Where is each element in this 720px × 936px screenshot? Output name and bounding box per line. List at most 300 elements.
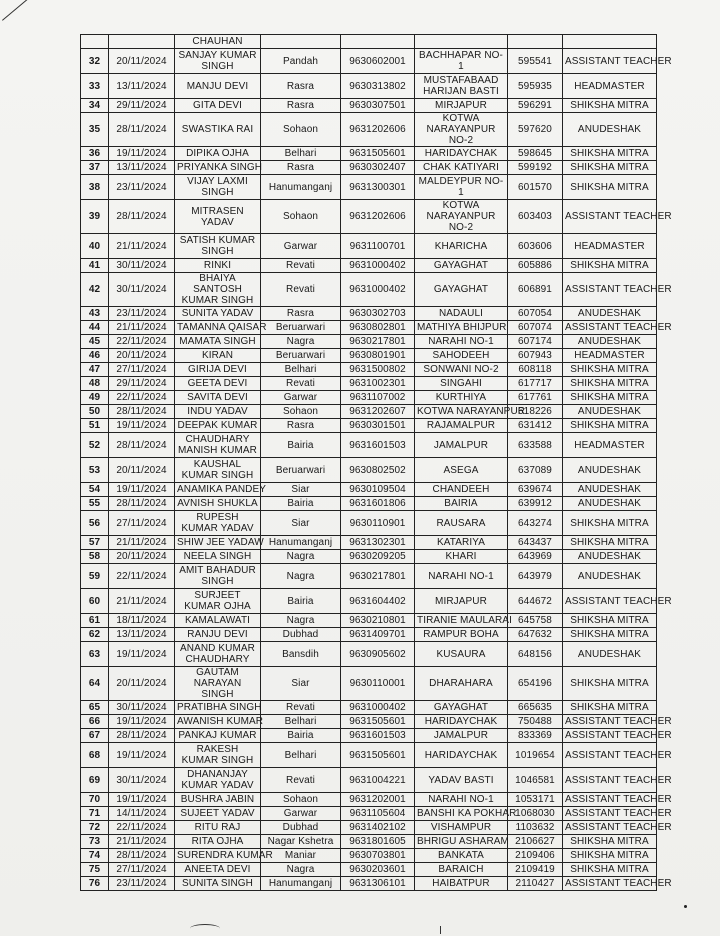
cell-sno: 50	[81, 405, 109, 419]
cell-school: MIRJAPUR	[415, 589, 508, 614]
cell-udise: 9631300301	[341, 175, 415, 200]
cell-sno: 54	[81, 483, 109, 497]
table-row	[81, 564, 657, 589]
cell-id: 631412	[508, 419, 563, 433]
cell-sno: 63	[81, 642, 109, 667]
staff-table-body	[81, 35, 672, 891]
cell-sno: 73	[81, 835, 109, 849]
cell-name: SUNITA YADAV	[175, 307, 261, 321]
cell-block: Rasra	[261, 419, 341, 433]
cell-post: ANUDESHAK	[563, 405, 657, 419]
cell-block: Revati	[261, 273, 341, 307]
cell-school: CHANDEEH	[415, 483, 508, 497]
cell-name: BHAIYA SANTOSH KUMAR SINGH	[175, 273, 261, 307]
cell-name: SAVITA DEVI	[175, 391, 261, 405]
table-row	[81, 642, 657, 667]
cell-post: SHIKSHA MITRA	[563, 863, 657, 877]
cell-post: ASSISTANT TEACHER	[563, 273, 657, 307]
cell-sno: 34	[81, 99, 109, 113]
cell-name: KIRAN	[175, 349, 261, 363]
cell-school: KHARI	[415, 550, 508, 564]
cell-id: 595935	[508, 74, 563, 99]
cell-id: 617761	[508, 391, 563, 405]
cell-name: SUNITA SINGH	[175, 877, 261, 891]
table-row	[81, 768, 657, 793]
cell-post: ASSISTANT TEACHER	[563, 49, 657, 74]
cell-name: SURJEET KUMAR OJHA	[175, 589, 261, 614]
table-row	[81, 35, 657, 49]
cell-block: Rasra	[261, 99, 341, 113]
cell-school: KOTWA NARAYANPUR NO-2	[415, 113, 508, 147]
cell-school: KATARIYA	[415, 536, 508, 550]
cell-post: SHIKSHA MITRA	[563, 147, 657, 161]
cell-school: VISHAMPUR	[415, 821, 508, 835]
cell-date: 19/11/2024	[109, 483, 175, 497]
table-row	[81, 729, 657, 743]
cell-udise: 9631505601	[341, 715, 415, 729]
table-row	[81, 743, 657, 768]
cell-block: Belhari	[261, 715, 341, 729]
cell-school: MATHIYA BHIJPUR	[415, 321, 508, 335]
cell-date: 22/11/2024	[109, 391, 175, 405]
cell-block: Sohaon	[261, 113, 341, 147]
table-row	[81, 877, 657, 891]
cell-sno: 47	[81, 363, 109, 377]
cell-post: SHIKSHA MITRA	[563, 536, 657, 550]
cell-block: Belhari	[261, 363, 341, 377]
cell-school: ASEGA	[415, 458, 508, 483]
cell-sno: 69	[81, 768, 109, 793]
cell-udise: 9630217801	[341, 564, 415, 589]
cell-block: Siar	[261, 483, 341, 497]
cell-block: Bansdih	[261, 642, 341, 667]
cell-sno: 61	[81, 614, 109, 628]
cell-school: HAIBATPUR	[415, 877, 508, 891]
cell-post: SHIKSHA MITRA	[563, 175, 657, 200]
cell-school: BHRIGU ASHARAM	[415, 835, 508, 849]
cell-block: Pandah	[261, 49, 341, 74]
cell-name: DHANANJAY KUMAR YADAV	[175, 768, 261, 793]
cell-post: HEADMASTER	[563, 349, 657, 363]
cell-name: AWANISH KUMAR	[175, 715, 261, 729]
cell-id: 597620	[508, 113, 563, 147]
cell-post: ASSISTANT TEACHER	[563, 589, 657, 614]
cell-block: Rasra	[261, 161, 341, 175]
table-row	[81, 391, 657, 405]
table-row	[81, 147, 657, 161]
cell-block: Siar	[261, 667, 341, 701]
cell-name: RITA OJHA	[175, 835, 261, 849]
cell-block: Bairia	[261, 433, 341, 458]
pen-mark	[190, 924, 220, 933]
cell-school: MUSTAFABAAD HARIJAN BASTI	[415, 74, 508, 99]
cell-school: JAMALPUR	[415, 729, 508, 743]
cell-id: 643969	[508, 550, 563, 564]
table-row	[81, 234, 657, 259]
cell-udise: 9631402102	[341, 821, 415, 835]
cell-sno: 70	[81, 793, 109, 807]
cell-post: SHIKSHA MITRA	[563, 628, 657, 642]
staff-table	[80, 34, 672, 891]
table-row	[81, 49, 657, 74]
cell-name: KAMALAWATI	[175, 614, 261, 628]
cell-school: MALDEYPUR NO-1	[415, 175, 508, 200]
cell-udise: 9630602001	[341, 49, 415, 74]
cell-id: 643437	[508, 536, 563, 550]
cell-school: NARAHI NO-1	[415, 793, 508, 807]
cell-post: ASSISTANT TEACHER	[563, 821, 657, 835]
table-row	[81, 259, 657, 273]
cell-block: Maniar	[261, 849, 341, 863]
cell-id: 639674	[508, 483, 563, 497]
cell-block: Garwar	[261, 807, 341, 821]
cell-sno: 57	[81, 536, 109, 550]
cell-sno: 43	[81, 307, 109, 321]
cell-post: ASSISTANT TEACHER	[563, 877, 657, 891]
cell-school: YADAV BASTI	[415, 768, 508, 793]
cell-date: 28/11/2024	[109, 497, 175, 511]
cell-date: 28/11/2024	[109, 433, 175, 458]
table-row	[81, 793, 657, 807]
table-row	[81, 161, 657, 175]
cell-post: ASSISTANT TEACHER	[563, 321, 657, 335]
cell-name: SANJAY KUMAR SINGH	[175, 49, 261, 74]
cell-id: 2110427	[508, 877, 563, 891]
cell-id: 637089	[508, 458, 563, 483]
cell-udise: 9630210801	[341, 614, 415, 628]
cell-date: 21/11/2024	[109, 835, 175, 849]
cell-id: 833369	[508, 729, 563, 743]
cell-date: 13/11/2024	[109, 628, 175, 642]
cell-date: 27/11/2024	[109, 363, 175, 377]
cell-sno: 52	[81, 433, 109, 458]
cell-block: Beruarwari	[261, 349, 341, 363]
cell-post: ANUDESHAK	[563, 335, 657, 349]
cell-udise: 9630203601	[341, 863, 415, 877]
cell-date: 14/11/2024	[109, 807, 175, 821]
cell-udise: 9631202606	[341, 200, 415, 234]
cell-sno: 48	[81, 377, 109, 391]
cell-id: 1046581	[508, 768, 563, 793]
cell-date: 28/11/2024	[109, 849, 175, 863]
cell-sno: 66	[81, 715, 109, 729]
cell-block: Garwar	[261, 234, 341, 259]
cell-name: ANEETA DEVI	[175, 863, 261, 877]
cell-name: AVNISH SHUKLA	[175, 497, 261, 511]
cell-udise: 9630109504	[341, 483, 415, 497]
cell-post: ANUDESHAK	[563, 497, 657, 511]
cell-name: SHIW JEE YADAW	[175, 536, 261, 550]
cell-udise: 9631302301	[341, 536, 415, 550]
cell-udise: 9631202606	[341, 113, 415, 147]
cell-id: 750488	[508, 715, 563, 729]
cell-block: Dubhad	[261, 821, 341, 835]
cell-school: BANSHI KA POKHAR	[415, 807, 508, 821]
cell-udise: 9631601806	[341, 497, 415, 511]
cell-post: SHIKSHA MITRA	[563, 161, 657, 175]
cell-date: 29/11/2024	[109, 377, 175, 391]
cell-udise: 9631202607	[341, 405, 415, 419]
cell-date: 28/11/2024	[109, 729, 175, 743]
cell-name: GEETA DEVI	[175, 377, 261, 391]
cell-date: 20/11/2024	[109, 349, 175, 363]
cell-id: 595541	[508, 49, 563, 74]
cell-school: KHARICHA	[415, 234, 508, 259]
cell-udise: 9630302703	[341, 307, 415, 321]
cell-id: 607074	[508, 321, 563, 335]
cell-post: ANUDESHAK	[563, 550, 657, 564]
table-row	[81, 175, 657, 200]
cell-block: Revati	[261, 377, 341, 391]
cell-id: 1019654	[508, 743, 563, 768]
cell-date: 30/11/2024	[109, 701, 175, 715]
cell-post: SHIKSHA MITRA	[563, 701, 657, 715]
table-row	[81, 497, 657, 511]
cell-sno: 39	[81, 200, 109, 234]
cell-post: HEADMASTER	[563, 74, 657, 99]
cell-id: 606891	[508, 273, 563, 307]
cell-sno: 55	[81, 497, 109, 511]
cell-date: 27/11/2024	[109, 863, 175, 877]
cell-post: ANUDESHAK	[563, 458, 657, 483]
table-row	[81, 433, 657, 458]
cell-post: ASSISTANT TEACHER	[563, 768, 657, 793]
cell-sno: 60	[81, 589, 109, 614]
cell-date: 30/11/2024	[109, 768, 175, 793]
cell-block: Nagra	[261, 614, 341, 628]
cell-id: 2106627	[508, 835, 563, 849]
cell-udise: 9630703801	[341, 849, 415, 863]
cell-name: DEEPAK KUMAR	[175, 419, 261, 433]
cell-name: MAMATA SINGH	[175, 335, 261, 349]
table-row	[81, 200, 657, 234]
cell-block: Rasra	[261, 74, 341, 99]
cell-school: KUSAURA	[415, 642, 508, 667]
cell-id: 645758	[508, 614, 563, 628]
cell-date: 19/11/2024	[109, 743, 175, 768]
cell-name: SUJEET YADAV	[175, 807, 261, 821]
cell-post: SHIKSHA MITRA	[563, 614, 657, 628]
cell-udise: 9631000402	[341, 259, 415, 273]
cell-sno: 32	[81, 49, 109, 74]
table-row	[81, 807, 657, 821]
cell-school: HARIDAYCHAK	[415, 743, 508, 768]
cell-udise: 9630110001	[341, 667, 415, 701]
cell-udise: 9631801605	[341, 835, 415, 849]
pen-mark	[440, 926, 451, 934]
cell-name: RINKI	[175, 259, 261, 273]
table-row	[81, 536, 657, 550]
cell-udise: 9631306101	[341, 877, 415, 891]
cell-sno: 35	[81, 113, 109, 147]
cell-date: 20/11/2024	[109, 49, 175, 74]
cell-udise: 9631100701	[341, 234, 415, 259]
cell-date: 13/11/2024	[109, 161, 175, 175]
cell-date: 23/11/2024	[109, 307, 175, 321]
cell-udise: 9631500802	[341, 363, 415, 377]
table-row	[81, 335, 657, 349]
cell-school: BAIRIA	[415, 497, 508, 511]
cell-id: 603403	[508, 200, 563, 234]
cell-sno: 64	[81, 667, 109, 701]
cell-udise: 9631004221	[341, 768, 415, 793]
cell-date: 30/11/2024	[109, 259, 175, 273]
cell-id: 648156	[508, 642, 563, 667]
cell-block: Sohaon	[261, 200, 341, 234]
cell-school: CHAK KATIYARI	[415, 161, 508, 175]
cell-school: RAUSARA	[415, 511, 508, 536]
cell-post: SHIKSHA MITRA	[563, 849, 657, 863]
cell-date: 19/11/2024	[109, 419, 175, 433]
cell-school: HARIDAYCHAK	[415, 715, 508, 729]
cell-block: Belhari	[261, 743, 341, 768]
cell-sno: 53	[81, 458, 109, 483]
cell-post: ANUDESHAK	[563, 642, 657, 667]
cell-sno: 72	[81, 821, 109, 835]
cell-school: SAHODEEH	[415, 349, 508, 363]
cell-date: 19/11/2024	[109, 642, 175, 667]
cell-school: TIRANIE MAULARAI	[415, 614, 508, 628]
cell-name: GITA DEVI	[175, 99, 261, 113]
cell-block: Belhari	[261, 147, 341, 161]
cell-date: 20/11/2024	[109, 667, 175, 701]
cell-name: SURENDRA KUMAR	[175, 849, 261, 863]
cell-id: 665635	[508, 701, 563, 715]
cell-date: 29/11/2024	[109, 99, 175, 113]
table-row	[81, 458, 657, 483]
cell-id: 608118	[508, 363, 563, 377]
table-row	[81, 667, 657, 701]
cell-post: ASSISTANT TEACHER	[563, 743, 657, 768]
cell-block: Rasra	[261, 307, 341, 321]
table-row	[81, 74, 657, 99]
cell-school: KOTWA NARAYANPUR	[415, 405, 508, 419]
cell-sno: 62	[81, 628, 109, 642]
cell-name: ANAMIKA PANDEY	[175, 483, 261, 497]
cell-post: ANUDESHAK	[563, 307, 657, 321]
table-row	[81, 821, 657, 835]
cell-school: MIRJAPUR	[415, 99, 508, 113]
cell-id: 2109419	[508, 863, 563, 877]
cell-date: 27/11/2024	[109, 511, 175, 536]
cell-post: HEADMASTER	[563, 433, 657, 458]
cell-name: MANJU DEVI	[175, 74, 261, 99]
cell-sno: 74	[81, 849, 109, 863]
cell-udise: 9631000402	[341, 273, 415, 307]
cell-block: Nagra	[261, 564, 341, 589]
cell-sno: 56	[81, 511, 109, 536]
cell-name: KAUSHAL KUMAR SINGH	[175, 458, 261, 483]
cell-udise: 9631505601	[341, 147, 415, 161]
cell-sno: 37	[81, 161, 109, 175]
cell-name: AMIT BAHADUR SINGH	[175, 564, 261, 589]
cell-sno: 44	[81, 321, 109, 335]
cell-sno: 58	[81, 550, 109, 564]
cell-sno: 71	[81, 807, 109, 821]
cell-id: 603606	[508, 234, 563, 259]
cell-id: 647632	[508, 628, 563, 642]
cell-id: 639912	[508, 497, 563, 511]
cell-date: 22/11/2024	[109, 821, 175, 835]
cell-udise: 9630301501	[341, 419, 415, 433]
cell-block: Beruarwari	[261, 458, 341, 483]
cell-sno: 45	[81, 335, 109, 349]
table-row	[81, 483, 657, 497]
cell-block: Revati	[261, 701, 341, 715]
cell-id: 1103632	[508, 821, 563, 835]
cell-udise: 9631105604	[341, 807, 415, 821]
cell-udise: 9630209205	[341, 550, 415, 564]
cell-date: 21/11/2024	[109, 536, 175, 550]
cell-post: ANUDESHAK	[563, 564, 657, 589]
cell-date: 28/11/2024	[109, 200, 175, 234]
table-row	[81, 614, 657, 628]
cell-date: 30/11/2024	[109, 273, 175, 307]
cell-name: MITRASEN YADAV	[175, 200, 261, 234]
cell-block: Hanumanganj	[261, 175, 341, 200]
cell-post: SHIKSHA MITRA	[563, 259, 657, 273]
cell-sno: 42	[81, 273, 109, 307]
cell-udise: 9630302407	[341, 161, 415, 175]
cell-udise: 9631505601	[341, 743, 415, 768]
cell-date: 19/11/2024	[109, 147, 175, 161]
table-row	[81, 113, 657, 147]
cell-udise: 9631409701	[341, 628, 415, 642]
ink-dot	[684, 905, 687, 908]
cell-date: 28/11/2024	[109, 405, 175, 419]
cell-udise: 9631002301	[341, 377, 415, 391]
cell-sno: 51	[81, 419, 109, 433]
cell-id: 617717	[508, 377, 563, 391]
cell-id: 601570	[508, 175, 563, 200]
cell-name: CHAUDHARY MANISH KUMAR	[175, 433, 261, 458]
cell-name: INDU YADAV	[175, 405, 261, 419]
cell-school: BANKATA	[415, 849, 508, 863]
cell-sno: 76	[81, 877, 109, 891]
cell-post: SHIKSHA MITRA	[563, 391, 657, 405]
cell-date: 19/11/2024	[109, 793, 175, 807]
cell-udise: 9630307501	[341, 99, 415, 113]
cell-date: 21/11/2024	[109, 589, 175, 614]
cell-school: NARAHI NO-1	[415, 564, 508, 589]
cell-date: 21/11/2024	[109, 234, 175, 259]
cell-block: Dubhad	[261, 628, 341, 642]
cell-block: Siar	[261, 511, 341, 536]
cell-block: Hanumanganj	[261, 536, 341, 550]
cell-name: ANAND KUMAR CHAUDHARY	[175, 642, 261, 667]
cell-sno: 49	[81, 391, 109, 405]
cell-name: TAMANNA QAISAR	[175, 321, 261, 335]
cell-school: NARAHI NO-1	[415, 335, 508, 349]
cell-name: CHAUHAN	[175, 35, 261, 49]
cell-id: 1053171	[508, 793, 563, 807]
cell-id: 633588	[508, 433, 563, 458]
cell-name: SATISH KUMAR SINGH	[175, 234, 261, 259]
cell-school: GAYAGHAT	[415, 273, 508, 307]
cell-udise: 9631604402	[341, 589, 415, 614]
cell-name: PANKAJ KUMAR	[175, 729, 261, 743]
cell-id: 2109406	[508, 849, 563, 863]
cell-name: PRATIBHA SINGH	[175, 701, 261, 715]
cell-block: Nagra	[261, 863, 341, 877]
cell-block: Bairia	[261, 589, 341, 614]
cell-block: Bairia	[261, 497, 341, 511]
cell-udise: 9631601503	[341, 433, 415, 458]
table-row	[81, 405, 657, 419]
table-row	[81, 273, 657, 307]
table-row	[81, 307, 657, 321]
cell-post: SHIKSHA MITRA	[563, 419, 657, 433]
